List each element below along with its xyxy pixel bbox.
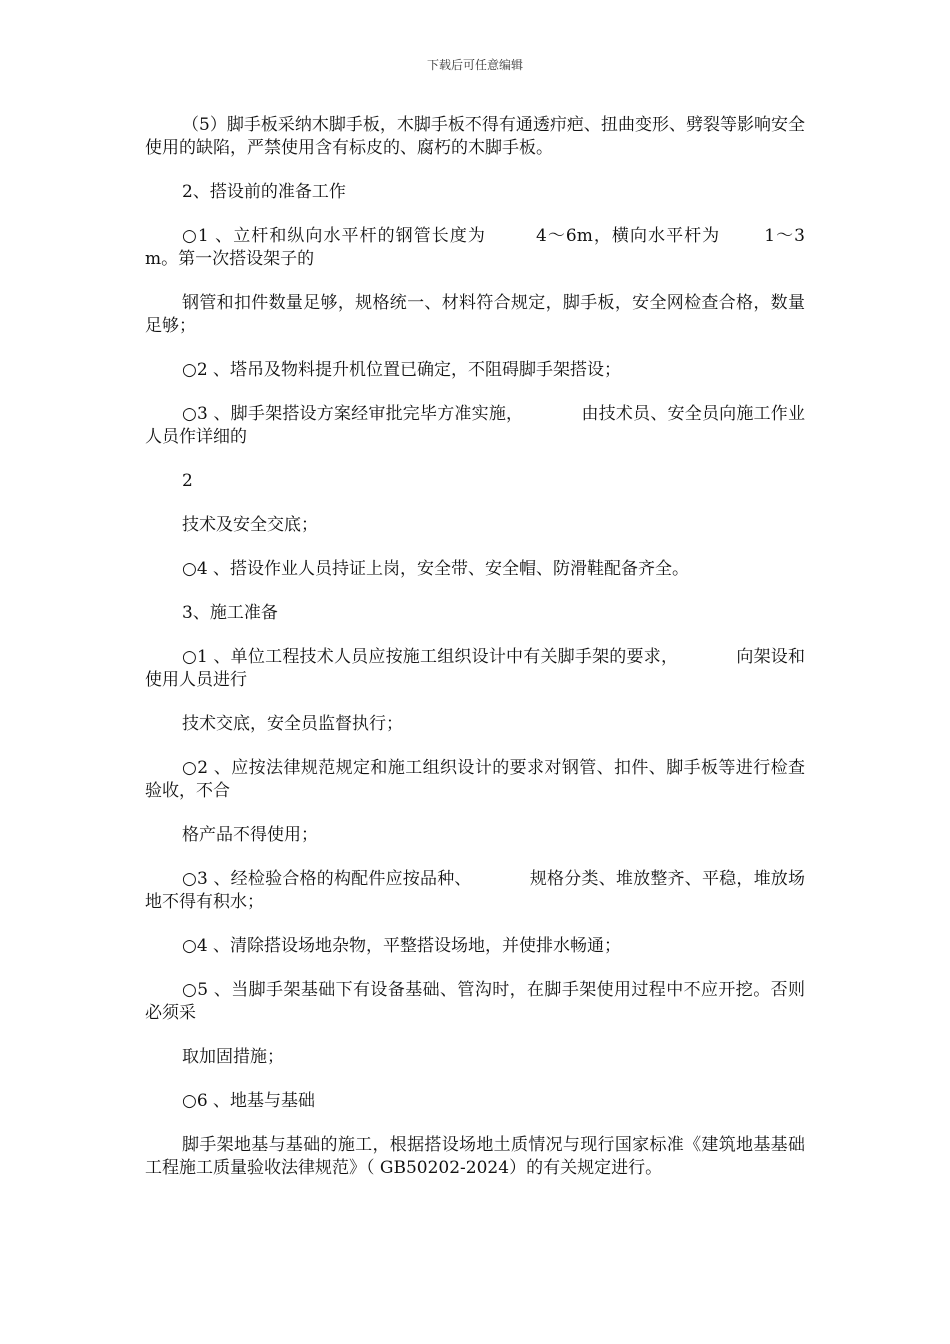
text-segment: 由技术员、安全员向施工作业人员作详细的 — [145, 404, 805, 447]
paragraph-item-3-stacking — [145, 868, 805, 914]
page-number: 2 — [182, 471, 193, 491]
page-header-note: 下载后可任意编辑 — [426, 58, 523, 72]
paragraph-item-5-foundation: ○5 、当脚手架基础下有设备基础、管沟时，在脚手架使用过程中不应开挖。否则必须采 — [145, 980, 805, 1023]
paragraph-continuation: 技术及安全交底； — [182, 515, 318, 535]
paragraph-item-4-site-clearing: ○4 、清除搭设场地杂物，平整搭设场地，并使排水畅通； — [182, 936, 622, 956]
paragraph-item-3-plan — [145, 403, 805, 449]
paragraph-continuation: 技术交底，安全员监督执行； — [182, 714, 403, 734]
text-segment: 向架设和使用人员进行 — [145, 647, 805, 690]
text-segment: 规格分类、堆放整齐、平稳，堆放场地不得有积水； — [145, 869, 806, 912]
paragraph-item-1-steel-pipe — [145, 225, 805, 271]
paragraph-item-6-ground: ○6 、地基与基础 — [182, 1091, 316, 1111]
paragraph-continuation: 格产品不得使用； — [182, 825, 318, 845]
paragraph-item-2-crane: ○2 、塔吊及物料提升机位置已确定，不阻碍脚手架搭设； — [182, 360, 622, 380]
text-segment: ○1 、立杆和纵向水平杆的钢管长度为 — [182, 226, 486, 246]
section-heading-preparation: 2、搭设前的准备工作 — [182, 182, 346, 202]
paragraph-scaffold-board: （5）脚手板采纳木脚手板，木脚手板不得有通透疖疤、扭曲变形、劈裂等影响安全使用的缺陷，严禁使用含有标皮的、腐朽的木脚手板。 — [145, 115, 805, 158]
paragraph-item-1-technical — [145, 646, 805, 692]
paragraph-item-2-inspection: ○2 、应按法律规范规定和施工组织设计的要求对钢管、扣件、脚手板等进行检查验收，不合 — [145, 758, 805, 801]
text-segment: ○3 、经检验合格的构配件应按品种、 — [182, 869, 472, 889]
section-heading-construction-prep: 3、施工准备 — [182, 603, 278, 623]
paragraph-continuation: 取加固措施； — [182, 1047, 284, 1067]
paragraph-continuation: 钢管和扣件数量足够，规格统一、材料符合规定，脚手板，安全网检查合格，数量足够； — [145, 293, 805, 336]
text-segment: 1～3m。第一次搭设架子的 — [145, 226, 805, 269]
paragraph-item-4-workers: ○4 、搭设作业人员持证上岗，安全带、安全帽、防滑鞋配备齐全。 — [182, 559, 690, 579]
text-segment: ○3 、脚手架搭设方案经审批完毕方准实施， — [182, 404, 524, 424]
paragraph-foundation-standard: 脚手架地基与基础的施工，根据搭设场地土质情况与现行国家标准《建筑地基基础工程施工质量验收法律规范》（ GB50202-2024）的有关规定进行。 — [145, 1135, 805, 1178]
text-segment: 4～6m，横向水平杆为 — [535, 226, 721, 246]
text-segment: ○1 、单位工程技术人员应按施工组织设计中有关脚手架的要求， — [182, 647, 679, 667]
document-body — [145, 114, 805, 1201]
